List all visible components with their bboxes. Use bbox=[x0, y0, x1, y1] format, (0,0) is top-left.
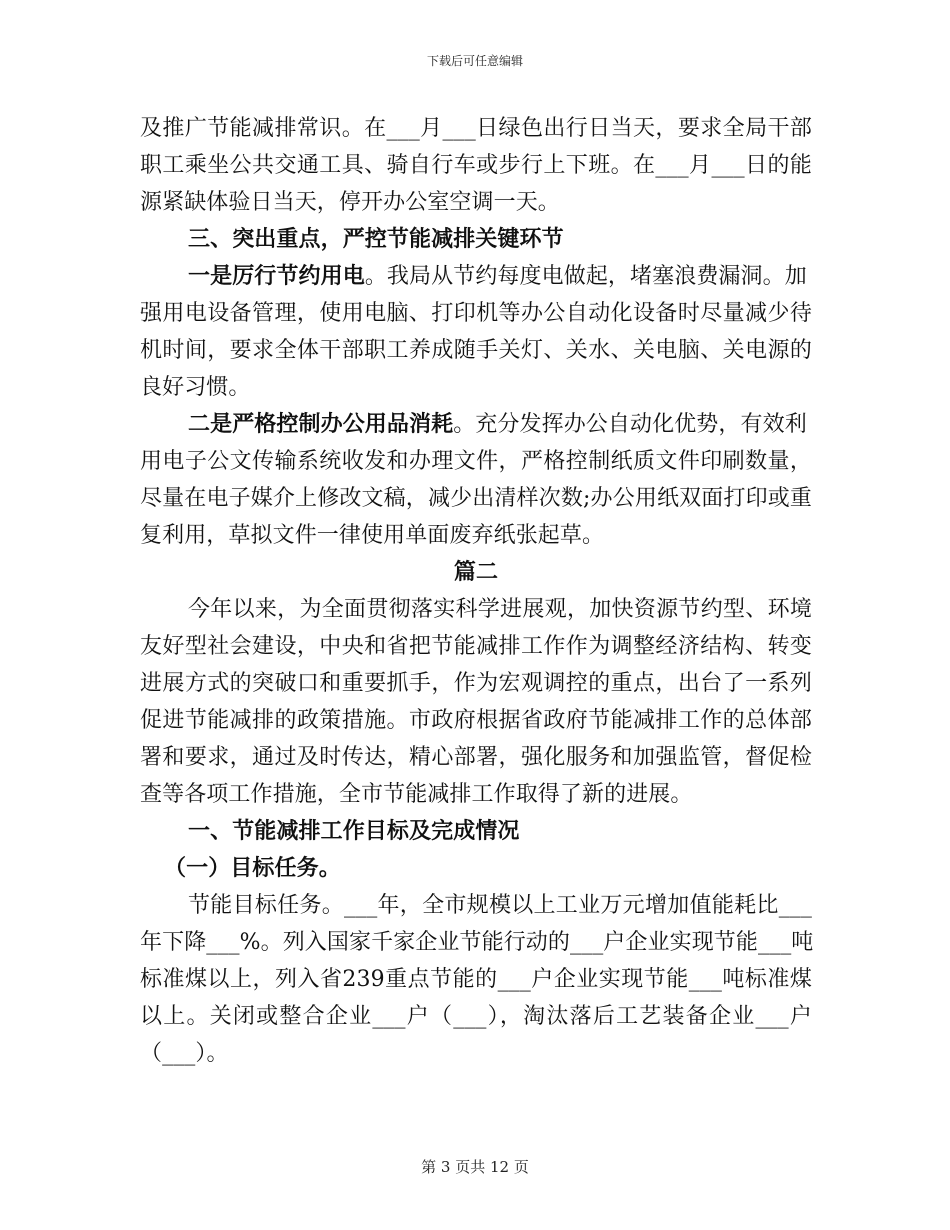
section-heading: 一、节能减排工作目标及完成情况 bbox=[188, 818, 520, 844]
text-line: 节能目标任务。___年，全市规模以上工业万元增加值能耗比___ bbox=[188, 893, 812, 918]
text-line: 年下降___%。列入国家千家企业节能行动的___户企业实现节能___吨 bbox=[140, 930, 814, 955]
subsection-heading: （一）目标任务。 bbox=[164, 855, 341, 881]
chapter-title: 篇二 bbox=[453, 559, 499, 585]
section-heading: 三、突出重点，严控节能减排关键环节 bbox=[188, 226, 564, 252]
text-line: 及推广节能减排常识。在___月___日绿色出行日当天，要求全局干部 bbox=[140, 116, 812, 141]
text-line: 以上。关闭或整合企业___户（___），淘汰落后工艺装备企业___户 bbox=[140, 1004, 812, 1029]
text-line: 进展方式的突破口和重要抓手，作为宏观调控的重点，出台了一系列 bbox=[140, 671, 812, 696]
paragraph-line bbox=[140, 406, 812, 443]
text-line: 友好型社会建设，中央和省把节能减排工作作为调整经济结构、转变 bbox=[140, 634, 812, 659]
text-line: 用电子公文传输系统收发和办理文件，严格控制纸质文件印刷数量， bbox=[140, 449, 812, 474]
text-line: 职工乘坐公共交通工具、骑自行车或步行上下班。在___月___日的能 bbox=[140, 153, 812, 178]
text-line: 标准煤以上，列入省239重点节能的___户企业实现节能___吨标准煤 bbox=[140, 967, 812, 992]
text-line: 强用电设备管理，使用电脑、打印机等办公自动化设备时尽量减少待 bbox=[140, 301, 812, 326]
text-line: 复利用，草拟文件一律使用单面废弃纸张起草。 bbox=[140, 523, 605, 548]
text-span: 。充分发挥办公自动化优势，有效利 bbox=[453, 412, 807, 437]
paragraph-line bbox=[140, 258, 812, 295]
text-line: 尽量在电子媒介上修改文稿，减少出清样次数;办公用纸双面打印或重 bbox=[140, 486, 812, 511]
text-line: 查等各项工作措施，全市节能减排工作取得了新的进展。 bbox=[140, 782, 693, 807]
text-line: 署和要求，通过及时传达，精心部署，强化服务和加强监管，督促检 bbox=[140, 745, 812, 770]
page-footer: 第 3 页共 12 页 bbox=[421, 1158, 529, 1176]
subheading: 二是严格控制办公用品消耗 bbox=[188, 411, 454, 437]
page-header: 下载后可任意编辑 bbox=[426, 54, 523, 68]
subheading: 一是厉行节约用电 bbox=[188, 263, 365, 289]
text-span: 。我局从节约每度电做起，堵塞浪费漏洞。加 bbox=[364, 264, 807, 289]
text-line: （___）。 bbox=[140, 1041, 229, 1066]
text-line: 今年以来，为全面贯彻落实科学进展观，加快资源节约型、环境 bbox=[188, 597, 812, 622]
text-line: 良好习惯。 bbox=[140, 375, 251, 400]
text-line: 机时间，要求全体干部职工养成随手关灯、关水、关电脑、关电源的 bbox=[140, 338, 812, 363]
text-line: 促进节能减排的政策措施。市政府根据省政府节能减排工作的总体部 bbox=[140, 708, 812, 733]
text-line: 源紧缺体验日当天，停开办公室空调一天。 bbox=[140, 190, 560, 215]
document-body bbox=[140, 110, 812, 1072]
